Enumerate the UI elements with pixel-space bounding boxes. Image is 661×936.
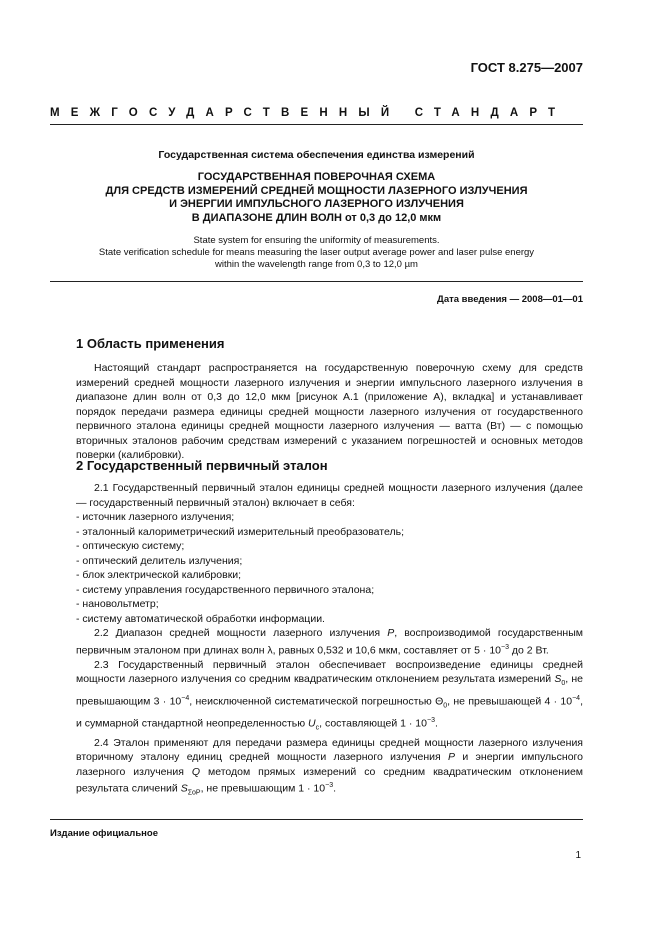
english-line-1: State system for ensuring the uniformity of measurements.: [193, 235, 440, 246]
section-1-heading: 1 Область применения: [76, 336, 225, 351]
list-item: - источник лазерного излучения;: [76, 511, 235, 523]
official-edition-label: Издание официальное: [50, 828, 158, 839]
english-line-3: within the wavelength range from 0,3 to 12,0 µm: [215, 259, 418, 270]
list-item: - систему автоматической обработки информации.: [76, 612, 325, 625]
paragraph-2-1: 2.1 Государственный первичный эталон единицы средней мощности лазерного излучения (далее — государственный первичный эталон) включает в себя:: [76, 482, 583, 509]
title-line-2: ДЛЯ СРЕДСТВ ИЗМЕРЕНИЙ СРЕДНЕЙ МОЩНОСТИ ЛАЗЕРНОГО ИЗЛУЧЕНИЯ: [105, 184, 528, 197]
component-list: [76, 510, 583, 626]
list-item: - эталонный калориметрический измерительный преобразователь;: [76, 525, 404, 538]
paragraph-2-4: 2.4 Эталон применяют для передачи размера единицы средней мощности лазерного излучения вторичному эталону единиц средней мощности лазерного излучения P и энергии импульсного лазерного излучения Q методом прямых измерений со средним квадратическим отклонением результата сличений $S_{\Sigma оР}$, не превышающим $1 \cdot 10^{-3}$.: [76, 736, 583, 797]
list-item: - блок электрической калибровки;: [76, 569, 242, 581]
section-1-text: [76, 361, 583, 463]
introduction-date: Дата введения — 2008—01—01: [437, 294, 583, 305]
document-title: [50, 171, 583, 225]
interstate-standard-label: МЕЖГОСУДАРСТВЕННЫЙ СТАНДАРТ: [50, 107, 567, 119]
footer-rule: [50, 819, 583, 820]
list-item: - нановольтметр;: [76, 598, 159, 610]
title-line-4: В ДИАПАЗОНЕ ДЛИН ВОЛН от 0,3 до 12,0 мкм: [191, 211, 442, 224]
title-line-1: ГОСУДАРСТВЕННАЯ ПОВЕРОЧНАЯ СХЕМА: [197, 171, 436, 183]
section-2-text: [76, 481, 583, 801]
system-title: Государственная система обеспечения единства измерений: [158, 149, 475, 161]
paragraph-2-3: 2.3 Государственный первичный эталон обеспечивает воспроизведение единицы средней мощности лазерного излучения со средним квадратическим отклонением результата измерений $S_0$, не превышающим $3 \cdot 10^{-4}$, неисключенной систематической погрешностью $\Theta_0$, не превышающей $4 \cdot 10^{-4}$, и суммарной стандартной неопределенностью $U_c$, составляющей $1 \cdot 10^{-3}$.: [76, 658, 583, 732]
title-line-3: И ЭНЕРГИИ ИМПУЛЬСНОГО ЛАЗЕРНОГО ИЗЛУЧЕНИЯ: [169, 198, 464, 210]
paragraph-2-2: 2.2 Диапазон средней мощности лазерного излучения P, воспроизводимой государственным первичным эталоном при длинах волн λ, равных 0,532 и 10,6 мкм, составляет от $5 \cdot 10^{-3}$ до 2 Вт.: [76, 627, 583, 656]
section-2-heading: 2 Государственный первичный эталон: [76, 458, 328, 473]
list-item: - оптический делитель излучения;: [76, 554, 243, 567]
english-title: [50, 235, 583, 271]
list-item: - систему управления государственного первичного эталона;: [76, 583, 375, 596]
list-item: - оптическую систему;: [76, 540, 185, 552]
mid-rule: [50, 281, 583, 282]
section-1-paragraph: Настоящий стандарт распространяется на государственную поверочную схему для средств измерений средней мощности лазерного излучения и энергии импульсного лазерного излучения в диапазоне длин волн от 0,3 до 12,0 мкм [рисунок А.1 (приложение А), вкладка] и устанавливает порядок передачи размера единицы средней мощности лазерного излучения от государственного первичного эталона единицы средней мощности лазерного излучения — ватта (Вт) — с помощью вторичных эталонов рабочим средствам измерений с указанием погрешностей и основных методов поверки (калибровки).: [76, 362, 583, 461]
standard-code: ГОСТ 8.275—2007: [470, 60, 583, 75]
english-line-2: State verification schedule for means measuring the laser output average power and laser pulse energy: [98, 247, 535, 258]
page-number: 1: [575, 850, 581, 861]
top-rule: [50, 124, 583, 125]
